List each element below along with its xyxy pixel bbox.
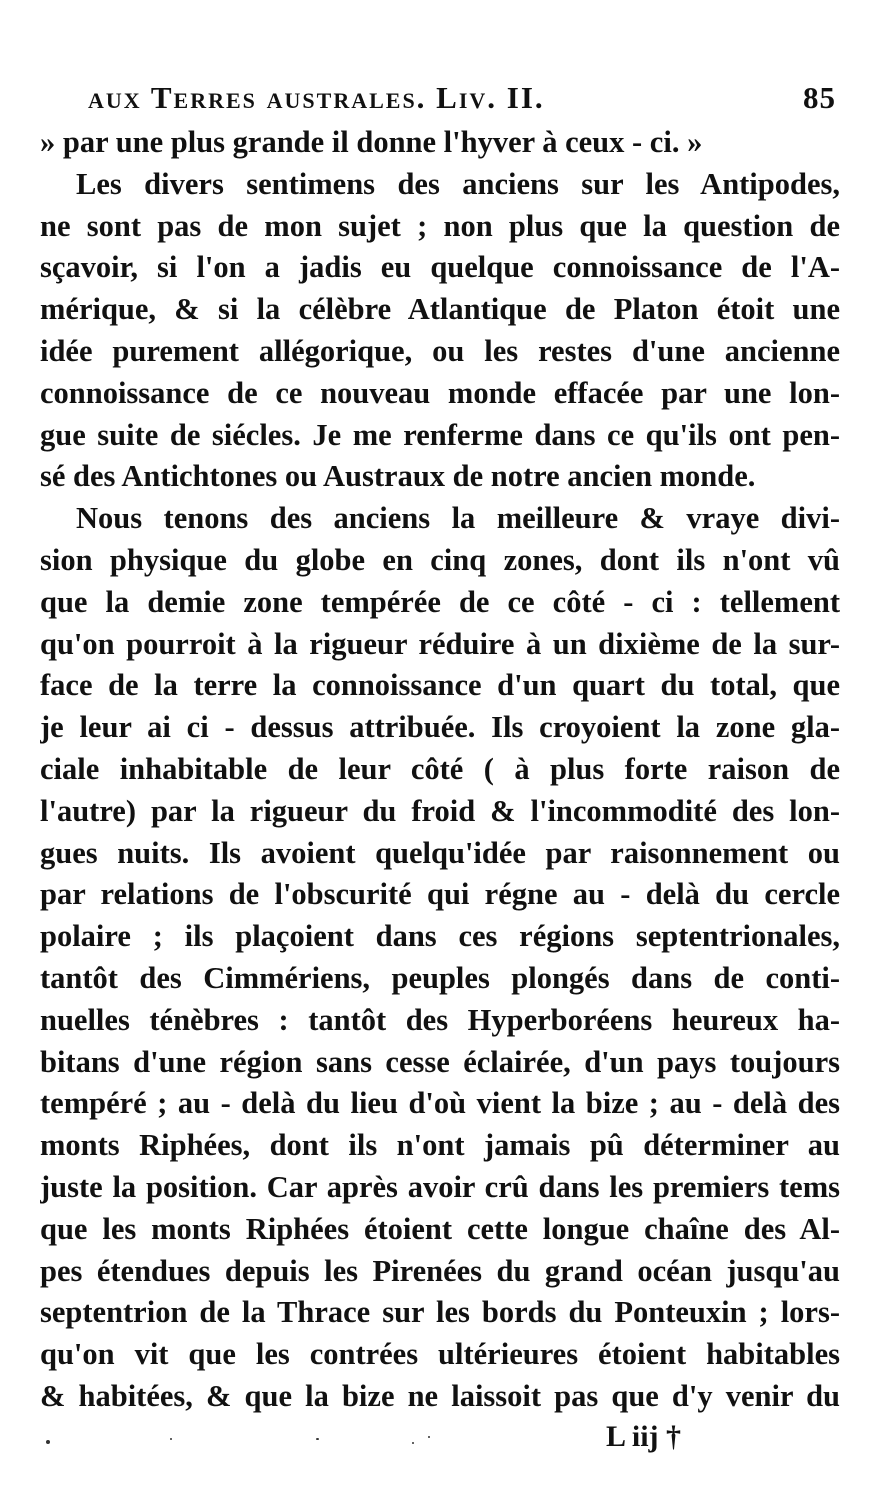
book-page: [40, 72, 840, 1468]
text-line: pes étendues depuis les Pirenées du grand océan jusqu'au: [40, 1253, 840, 1288]
text-line: polaire ; ils plaçoient dans ces régions septentrionales,: [40, 919, 840, 954]
text-line: que la demie zone tempérée de ce côté - ci : tellement: [40, 584, 840, 619]
text-line: qu'on pourroit à la rigueur réduire à un dixième de la sur-: [40, 626, 840, 661]
text-line: sé des Antichtones ou Austraux de notre ancien monde.: [40, 459, 756, 494]
text-line: tempéré ; au - delà du lieu d'où vient la bize ; au - delà des: [40, 1086, 840, 1121]
page-number: 85: [803, 80, 836, 115]
text-line: juste la position. Car après avoir crû dans les premiers tems: [40, 1169, 840, 1204]
text-line: que les monts Riphées étoient cette longue chaîne des Al-: [40, 1211, 840, 1246]
paragraph-antipodes: [40, 164, 840, 498]
paper-specks: [40, 1436, 840, 1456]
text-line: idée purement allégorique, ou les restes d'une ancienne: [40, 333, 840, 368]
opening-quote-line: » par une plus grande il donne l'hyver à ceux - ci. »: [40, 125, 703, 159]
speck-mark: [428, 1436, 430, 1438]
text-line: gues nuits. Ils avoient quelqu'idée par raisonnement ou: [40, 835, 840, 870]
text-line: l'autre) par la rigueur du froid & l'incommodité des lon-: [40, 793, 840, 828]
text-line: ciale inhabitable de leur côté ( à plus forte raison de: [40, 751, 840, 786]
speck-mark: [316, 1438, 319, 1440]
text-line: bitans d'une région sans cesse éclairée, d'un pays toujours: [40, 1044, 840, 1079]
text-line: sion physique du globe en cinq zones, dont ils n'ont vû: [40, 542, 840, 577]
text-line: connoissance de ce nouveau monde effacée par une lon-: [40, 375, 840, 410]
text-line: qu'on vit que les contrées ultérieures étoient habitables: [40, 1337, 840, 1372]
text-line: ne sont pas de mon sujet ; non plus que la question de: [40, 208, 840, 243]
text-line: nuelles ténèbres : tantôt des Hyperboréens heureux ha-: [40, 1002, 840, 1037]
running-title: aux Terres australes. Liv. II.: [88, 80, 545, 115]
text-line: face de la terre la connoissance d'un quart du total, que: [40, 668, 840, 703]
speck-mark: [46, 1440, 50, 1444]
text-line: septentrion de la Thrace sur les bords du Ponteuxin ; lors-: [40, 1295, 840, 1330]
running-head: [40, 72, 840, 122]
speck-mark: [170, 1438, 172, 1440]
text-line: & habitées, & que la bize ne laissoit pas que d'y venir du: [40, 1378, 840, 1413]
signature-mark: L iij †: [606, 1419, 682, 1453]
speck-mark: [412, 1442, 414, 1444]
paragraph-zones: [40, 498, 840, 1418]
text-line: par relations de l'obscurité qui régne au - delà du cercle: [40, 877, 840, 912]
text-line: tantôt des Cimmériens, peuples plongés dans de conti-: [40, 960, 840, 995]
text-line: Nous tenons des anciens la meilleure & vraye divi-: [76, 501, 840, 536]
text-line: sçavoir, si l'on a jadis eu quelque connoissance de l'A-: [40, 250, 840, 285]
text-line: je leur ai ci - dessus attribuée. Ils croyoient la zone gla-: [40, 710, 840, 745]
text-line: gue suite de siécles. Je me renferme dans ce qu'ils ont pen-: [40, 417, 840, 452]
text-line: Les divers sentimens des anciens sur les Antipodes,: [76, 166, 840, 201]
text-line: mérique, & si la célèbre Atlantique de Platon étoit une: [40, 292, 840, 327]
text-line: monts Riphées, dont ils n'ont jamais pû déterminer au: [40, 1128, 840, 1163]
